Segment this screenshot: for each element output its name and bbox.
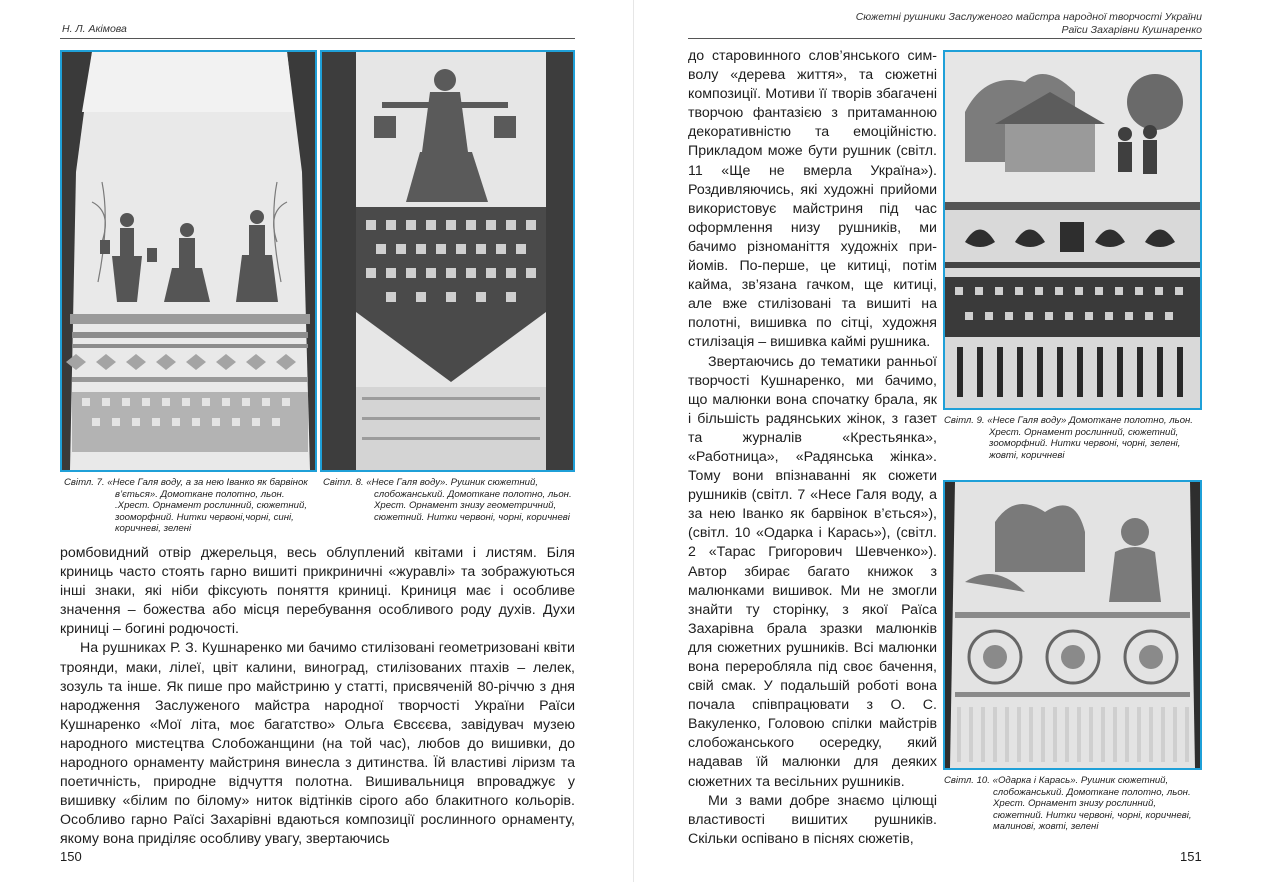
paragraph: На рушниках Р. З. Кушнаренко ми бачимо стилізовані геометризовані квіти троянди, маки, лілеї, цвіт калини, виноград, стилізованих птахів – лелек, зозуль та інше. Як пише про майстриню у статті, присвяченій 80-річчю з дня народження Заслуженого майстра народної творчості України Раїси Кушнаренко «Мої літа, моє багатство» Ольга Євсєєва, завідувач музею народного мистецтва Слобожанщини (на той час), любов до вишивки, до народного орнаменту майстриня винесла з дитинства. Їй властиві ліризм та поетичність, природне відчуття полотна. Вишивальниця впроваджує у вишивку «білим по білому» ниток відтінків сірого або блакитного кольорів. Особливо гарно Раїсі Захарівні вдаються композиції рослинного орнаменту, якому вона приділяє особливу увагу, звертаючись — [60, 640, 575, 848]
page-number-right: 151 — [1180, 849, 1202, 864]
caption-label: Світл. 9. — [944, 415, 985, 426]
caption-photo-7 — [64, 477, 314, 535]
photo-9-towel — [943, 50, 1202, 410]
header-rule-right — [688, 38, 1202, 39]
caption-text: «Несе Галя воду» Домоткане полотно, льон. Хрест. Орнамент рослинний, сюжетний, зооморфний. Нитки червоні, чорні, зелені, жовті, коричневі — [987, 415, 1193, 461]
caption-label: Світл. 7. — [64, 477, 105, 488]
caption-text: «Несе Галя воду, а за нею Іванко як барвінок в’ється». Домоткане полотно, льон. .Хрест. Орнамент рослинний, сюжетний, зооморфний. Нитки червоні,чорні, сині, коричневі, зелені — [107, 477, 308, 534]
caption-label: Світл. 8. — [323, 477, 364, 488]
caption-text: «Одарка і Карась». Рушник сюжетний, слобожанський. Домоткане полотно, льон. Хрест. Орнамент знизу рослинний, сюжетний. Нитки червоні, чорні, коричневі, малинові, жовті, зелені — [992, 775, 1192, 832]
caption-photo-8 — [323, 477, 573, 523]
paragraph: Ми з вами добре знаємо цілющі властивості вишитих рушників. Скільки оспівано в піснях сюжетів, — [688, 792, 937, 847]
caption-text: «Несе Галя воду». Рушник сюжетний, слобожанський. Домоткане полотно, льон. Хрест. Орнамент знизу геометричний, сюжетний. Нитки червоні, чорні, коричневі — [366, 477, 572, 523]
paragraph: Звертаючись до тематики ранньої творчості Кушнаренко, ми бачимо, що малюнки вона спочатку брала, як і більшість радянських жінок, з газет та журналів «Крестьянка», «Работница», «Радянська жінка». Тому вони впізнаванні як сюжети рушників (світл. 7 «Несе Галя воду, а за нею Іванко як барвінок в’ється»), (світл. 10 «Одарка і Карась»), (світл. 2 «Тарас Григорович Шевченко»). Автор збирає багато книжок з малюнками вишивок. Ми не змогли знайти ту сторінку, з якої Раїса Захарівна брала зразки малюнків для сюжетних рушників. Всі малюнки вона переробляла під своє бачення, свій смак. У подальшій роботі вона почала співпрацювати з О. С. Вакуленко, Головою спілки майстрів слобожанського осередку, який надавав їй малюнки для деяких сюжетних та весільних рушників. — [688, 353, 937, 790]
running-head-line-2: Раїси Захарівни Кушнаренко — [1061, 24, 1202, 36]
paragraph: до старовинного слов’янського символу «дерева життя», та сюжетні композиції. Мотиви її творів збагачені творчою фантазією з притаманною декоративністю та емоційністю. Прикладом може бути рушник (світл. 11 «Ще не вмерла Україна»). Роздивляючись, які художні прийоми використовує майстриня під час оформлення низу рушників, ми бачимо різноманіття художніх прийомів. По-перше, це китиці, потім кайма, зв’язана гачком, ще китиці, але вже стилізовані та вишиті на полотні, вишивка по сітці, художня стилізація – вишивка каймі рушника. — [688, 48, 937, 351]
photo-7-towel — [60, 50, 317, 472]
running-head-author: Н. Л. Акімова — [62, 23, 127, 35]
running-head-line-1: Сюжетні рушники Заслуженого майстра народної творчості України — [855, 11, 1202, 23]
running-head-title — [690, 11, 1202, 37]
body-text-right — [688, 47, 937, 849]
book-spine — [633, 0, 634, 882]
caption-photo-10 — [944, 775, 1202, 833]
body-text-left — [60, 544, 575, 850]
photo-10-towel — [943, 480, 1202, 770]
paragraph: ромбовидний отвір джерельця, весь облуплений квітами і листям. Біля криниць часто стоять гарно вишиті прикриничні «журавлі» та зображуються інші знаки, які ніби фіксують поняття криниці. Криниця має і особливе значення – божества або місця перебування особливого роду духів. Духи криниці – богині родючості. — [60, 545, 575, 638]
caption-label: Світл. 10. — [944, 775, 990, 786]
page-number-left: 150 — [60, 849, 82, 864]
header-rule-left — [60, 38, 575, 39]
caption-photo-9 — [944, 415, 1202, 461]
photo-8-towel — [320, 50, 575, 472]
